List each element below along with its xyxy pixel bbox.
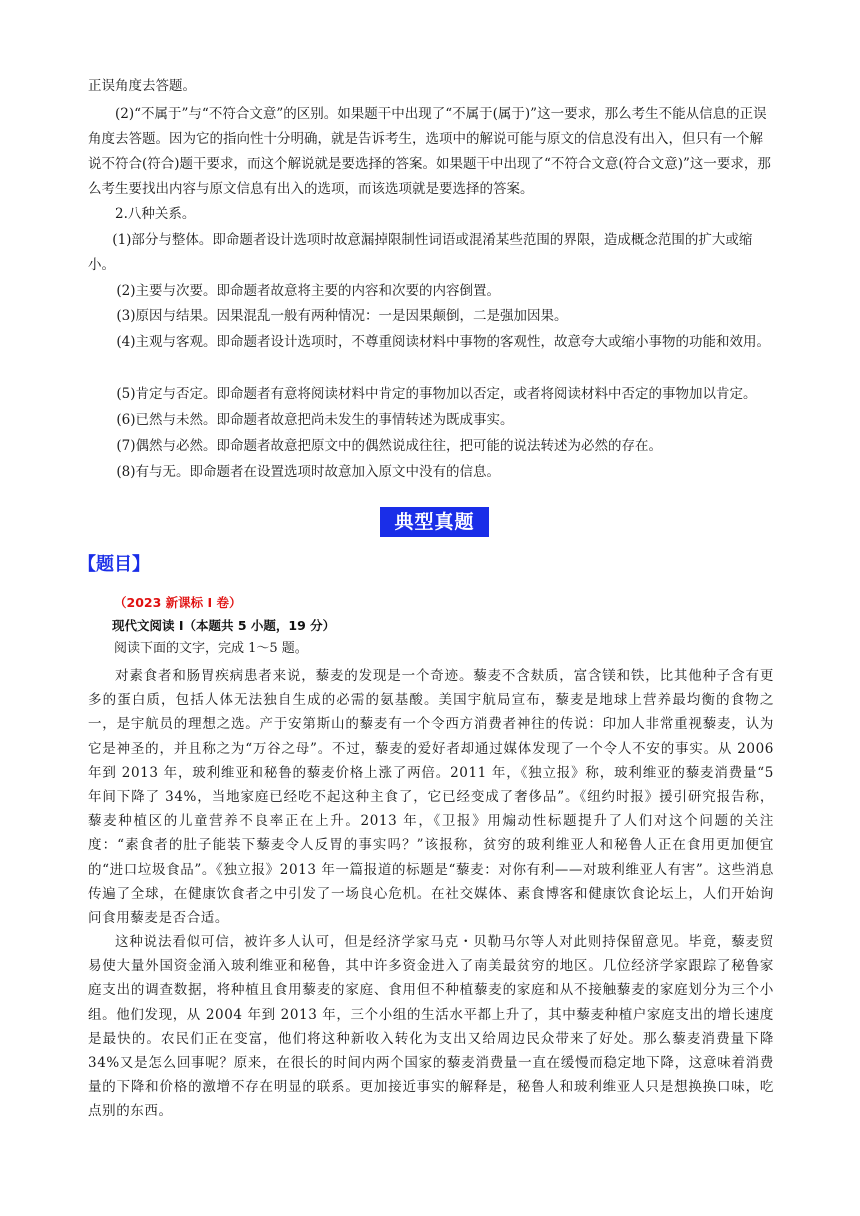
exam-source: （2023 新课标 I 卷）: [114, 595, 242, 610]
relation-item-1: (1)部分与整体。即命题者设计选项时故意漏掉限制性词语或混淆某些范围的界限，造成概念范围的扩大或缩小。: [88, 232, 753, 273]
article-paragraph-2: 这种说法看似可信，被许多人认可，但是经济学家马克・贝勒马尔等人对此则持保留意见。毕竟，藜麦贸易使大量外国资金涌入玻利维亚和秘鲁，其中许多资金进入了南美最贫穷的地区。几位经济学家跟踪了秘鲁家庭支出的调查数据，将种植且食用藜麦的家庭、食用但不种植藜麦的家庭和从不接触藜麦的家庭划分为三个小组。他们发现，从 2004 年到 2013 年，三个小组的生活水平都上升了，其中藜麦种植户家庭支出的增长速度是最快的。农民们正在变富，他们将这种新收入转化为支出又给周边民众带来了好处。那么藜麦消费量下降 34%又是怎么回事呢？原来，在很长的时间内两个国家的藜麦消费量一直在缓慢而稳定地下降，这意味着消费量的下降和价格的激增不存在明显的联系。更加接近事实的解释是，秘鲁人和玻利维亚人只是想换换口味，吃点别的东西。: [88, 934, 774, 1120]
relation-item-4: (4)主观与客观。即命题者设计选项时，不尊重阅读材料中事物的客观性，故意夸大或缩小事物的功能和效用。: [116, 334, 770, 350]
question-header: 【题目】: [78, 554, 150, 575]
section-banner: 典型真题: [380, 507, 489, 537]
section-heading-relations: 2.八种关系。: [115, 206, 196, 222]
section-title: 现代文阅读 I（本题共 5 小题，19 分）: [112, 618, 336, 633]
reading-instruction: 阅读下面的文字，完成 1～5 题。: [114, 641, 308, 656]
intro-paragraph-1: (2)“不属于”与“不符合文意”的区别。如果题干中出现了“不属于(属于)”这一要求，那么考生不能从信息的正误角度去答题。因为它的指向性十分明确，就是告诉考生，选项中的解说可能与原文的信息没有出入，但只有一个解说不符合(符合)题干要求，而这个解说就是要选择的答案。如果题干中出现了“不符合文意(符合文意)”这一要求，那么考生要找出内容与原文信息有出入的选项，而该选项就是要选择的答案。: [88, 106, 771, 197]
relation-item-5: (5)肯定与否定。即命题者有意将阅读材料中肯定的事物加以否定，或者将阅读材料中否定的事物加以肯定。: [116, 386, 757, 402]
relation-item-3: (3)原因与结果。因果混乱一般有两种情况：一是因果颠倒，二是强加因果。: [116, 308, 568, 324]
relation-item-8: (8)有与无。即命题者在设置选项时故意加入原文中没有的信息。: [116, 464, 500, 480]
relation-item-6: (6)已然与未然。即命题者故意把尚未发生的事情转述为既成事实。: [116, 412, 514, 428]
article-paragraph-1: 对素食者和肠胃疾病患者来说，藜麦的发现是一个奇迹。藜麦不含麸质，富含镁和铁，比其他种子含有更多的蛋白质，包括人体无法独自生成的必需的氨基酸。美国宇航局宣布，藜麦是地球上营养最均衡的食物之一，是宇航员的理想之选。产于安第斯山的藜麦有一个令西方消费者神往的传说：印加人非常重视藜麦，认为它是神圣的，并且称之为“万谷之母”。不过，藜麦的爱好者却通过媒体发现了一个令人不安的事实。从 2006 年到 2013 年，玻利维亚和秘鲁的藜麦价格上涨了两倍。2011 年，《独立报》称，玻利维亚的藜麦消费量“5 年间下降了 34%，当地家庭已经吃不起这种主食了，它已经变成了奢侈品”。《纽约时报》援引研究报告称，藜麦种植区的儿童营养不良率正在上升。2013 年，《卫报》用煽动性标题提升了人们对这个问题的关注度：“素食者的肚子能装下藜麦令人反胃的事实吗？”该报称，贫穷的玻利维亚人和秘鲁人正在食用更加便宜的“进口垃圾食品”。《独立报》2013 年一篇报道的标题是“藜麦：对你有利——对玻利维亚人有害”。这些消息传遍了全球，在健康饮食者之中引发了一场良心危机。在社交媒体、素食博客和健康饮食论坛上，人们开始询问食用藜麦是否合适。: [88, 668, 774, 927]
relation-item-7: (7)偶然与必然。即命题者故意把原文中的偶然说成往往，把可能的说法转述为必然的存在。: [116, 438, 662, 454]
intro-paragraph-0: 正误角度去答题。: [88, 78, 196, 94]
relation-item-2: (2)主要与次要。即命题者故意将主要的内容和次要的内容倒置。: [116, 283, 500, 299]
